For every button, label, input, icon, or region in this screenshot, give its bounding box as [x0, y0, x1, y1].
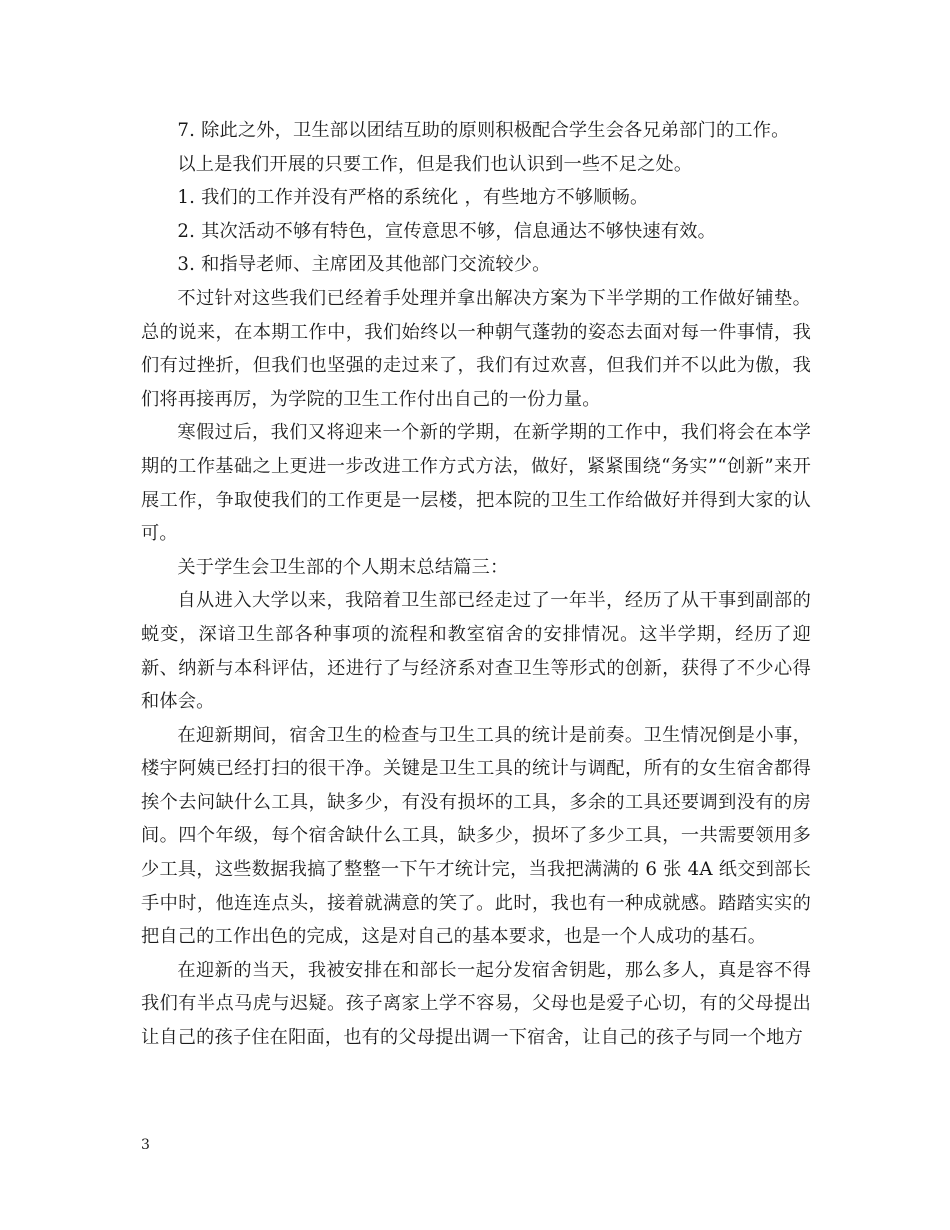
- page-number: 3: [141, 1137, 150, 1153]
- paragraph-orientation-period: 在迎新期间，宿舍卫生的检查与卫生工具的统计是前奏。卫生情况倒是小事，楼宇阿姨已经打扫的很干净。关键是卫生工具的统计与调配，所有的女生宿舍都得挨个去问缺什么工具，缺多少，有没有损坏的工具，多余的工具还要调到没有的房间。四个年级，每个宿舍缺什么工具，缺多少，损坏了多少工具，一共需要领用多少工具，这些数据我搞了整整一下午才统计完，当我把满满的 6 张 4A 纸交到部长手中时，他连连点头，接着就满意的笑了。此时，我也有一种成就感。踏踏实实的把自己的工作出色的完成，这是对自己的基本要求，也是一个人成功的基石。: [141, 724, 811, 948]
- paragraph-next-semester: 寒假过后，我们又将迎来一个新的学期，在新学期的工作中，我们将会在本学期的工作基础之上更进一步改进工作方式方法，做好，紧紧围绕“务实”“创新”来开展工作，争取使我们的工作更是一层楼，把本院的卫生工作给做好并得到大家的认可。: [141, 422, 811, 545]
- paragraph-item-7: 7. 除此之外，卫生部以团结互助的原则积极配合学生会各兄弟部门的工作。: [177, 120, 790, 141]
- paragraph-orientation-day: 在迎新的当天，我被安排在和部长一起分发宿舍钥匙，那么多人，真是容不得我们有半点马虎与迟疑。孩子离家上学不容易，父母也是爱子心切，有的父母提出让自己的孩子住在阳面，也有的父母提出调一下宿舍，让自己的孩子与同一个地方: [141, 959, 811, 1049]
- paragraph-summary-intro: 以上是我们开展的只要工作，但是我们也认识到一些不足之处。: [177, 153, 693, 175]
- paragraph-shortcoming-2: 2. 其次活动不够有特色，宣传意思不够，信息通达不够快速有效。: [177, 220, 716, 242]
- paragraph-shortcoming-1: 1. 我们的工作并没有严格的系统化 ，有些地方不够顺畅。: [177, 187, 649, 209]
- section-heading: 关于学生会卫生部的个人期末总结篇三：: [177, 556, 509, 578]
- paragraph-intro: 自从进入大学以来，我陪着卫生部已经走过了一年半，经历了从干事到副部的蜕变，深谙卫生部各种事项的流程和教室宿舍的安排情况。这半学期，经历了迎新、纳新与本科评估，还进行了与经济系对查卫生等形式的创新，获得了不少心得和体会。: [141, 590, 811, 713]
- body-text: [141, 114, 811, 1055]
- paragraph-shortcoming-3: 3. 和指导老师、主席团及其他部门交流较少。: [177, 254, 551, 276]
- paragraph-conclusion: 不过针对这些我们已经着手处理并拿出解决方案为下半学期的工作做好铺垫。总的说来，在本期工作中，我们始终以一种朝气蓬勃的姿态去面对每一件事情，我们有过挫折，但我们也坚强的走过来了，我们有过欢喜，但我们并不以此为傲，我们将再接再厉，为学院的卫生工作付出自己的一份力量。: [141, 287, 811, 410]
